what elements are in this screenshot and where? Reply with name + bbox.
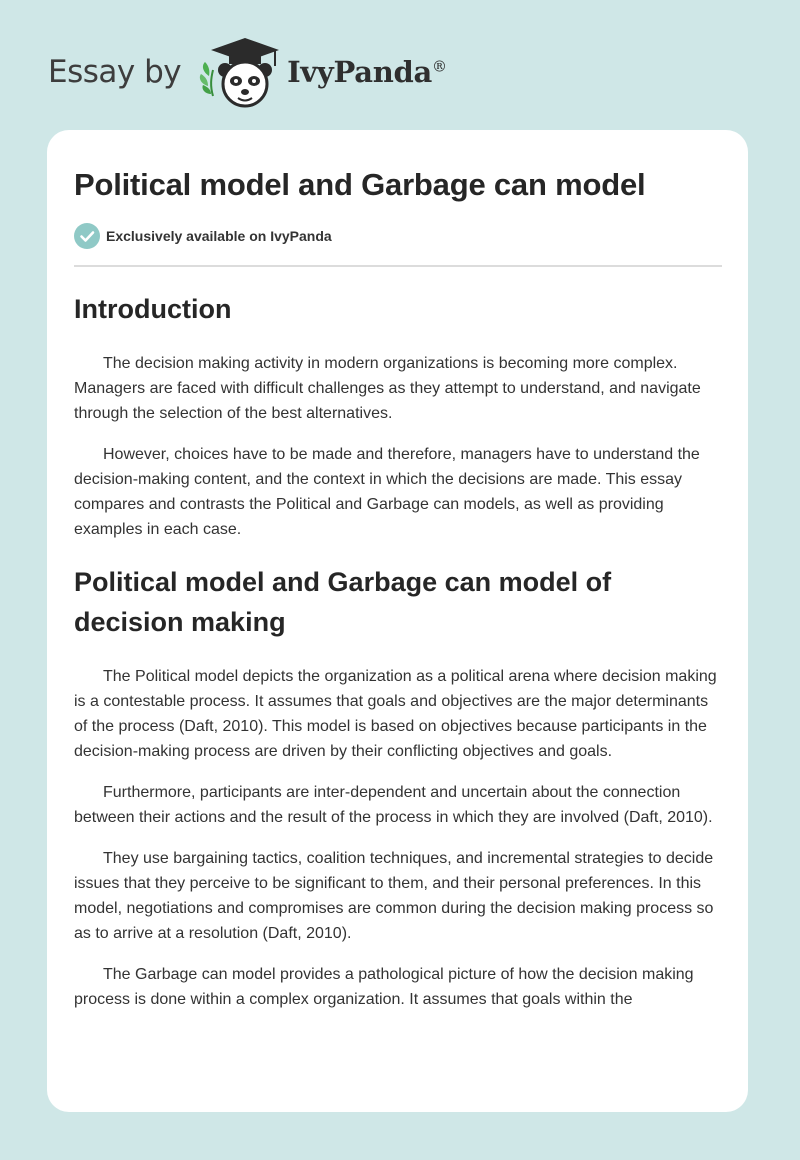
paragraph: However, choices have to be made and therefore, managers have to understand the decision-making content, and the context in which the decisions are made. This essay compares and contrasts the Political and Garbage can models, as well as providing examples in each case.	[74, 446, 700, 538]
ivypanda-logo[interactable]	[195, 34, 447, 110]
check-circle-icon	[74, 223, 100, 249]
site-header	[48, 34, 447, 110]
paragraph: The decision making activity in modern organizations is becoming more complex. Managers are faced with difficult challenges as they attempt to understand, and navigate through the selection of the best alternatives.	[74, 355, 701, 422]
panda-graduate-icon	[195, 34, 281, 110]
paragraph: Furthermore, participants are inter-dependent and uncertain about the connection between their actions and the result of the process in which they are involved (Daft, 2010).	[74, 784, 713, 826]
section-heading-introduction: Introduction	[74, 294, 232, 324]
exclusive-badge	[74, 223, 722, 249]
essay-by-label: Essay by	[48, 54, 182, 90]
exclusive-badge-label: Exclusively available on IvyPanda	[106, 228, 332, 244]
page-title: Political model and Garbage can model	[74, 167, 646, 202]
section-heading-political-garbage: Political model and Garbage can model of decision making	[74, 567, 612, 637]
paragraph: They use bargaining tactics, coalition techniques, and incremental strategies to decide issues that they perceive to be significant to them, and their personal preferences. In this model, negotiations and compromises are common during the decision making process so as to arrive at a resolution (Daft, 2010).	[74, 850, 714, 942]
essay-card	[47, 130, 748, 1112]
paragraph: The Garbage can model provides a pathological picture of how the decision making process is done within a complex organization. It assumes that goals within the	[74, 966, 694, 1008]
brand-name: IvyPanda®	[287, 55, 447, 89]
divider	[74, 265, 722, 267]
paragraph: The Political model depicts the organization as a political arena where decision making is a contestable process. It assumes that goals and objectives are the major determinants of the process (Daft, 2010). This model is based on objectives because participants in the decision-making process are driven by their conflicting objectives and goals.	[74, 668, 717, 760]
